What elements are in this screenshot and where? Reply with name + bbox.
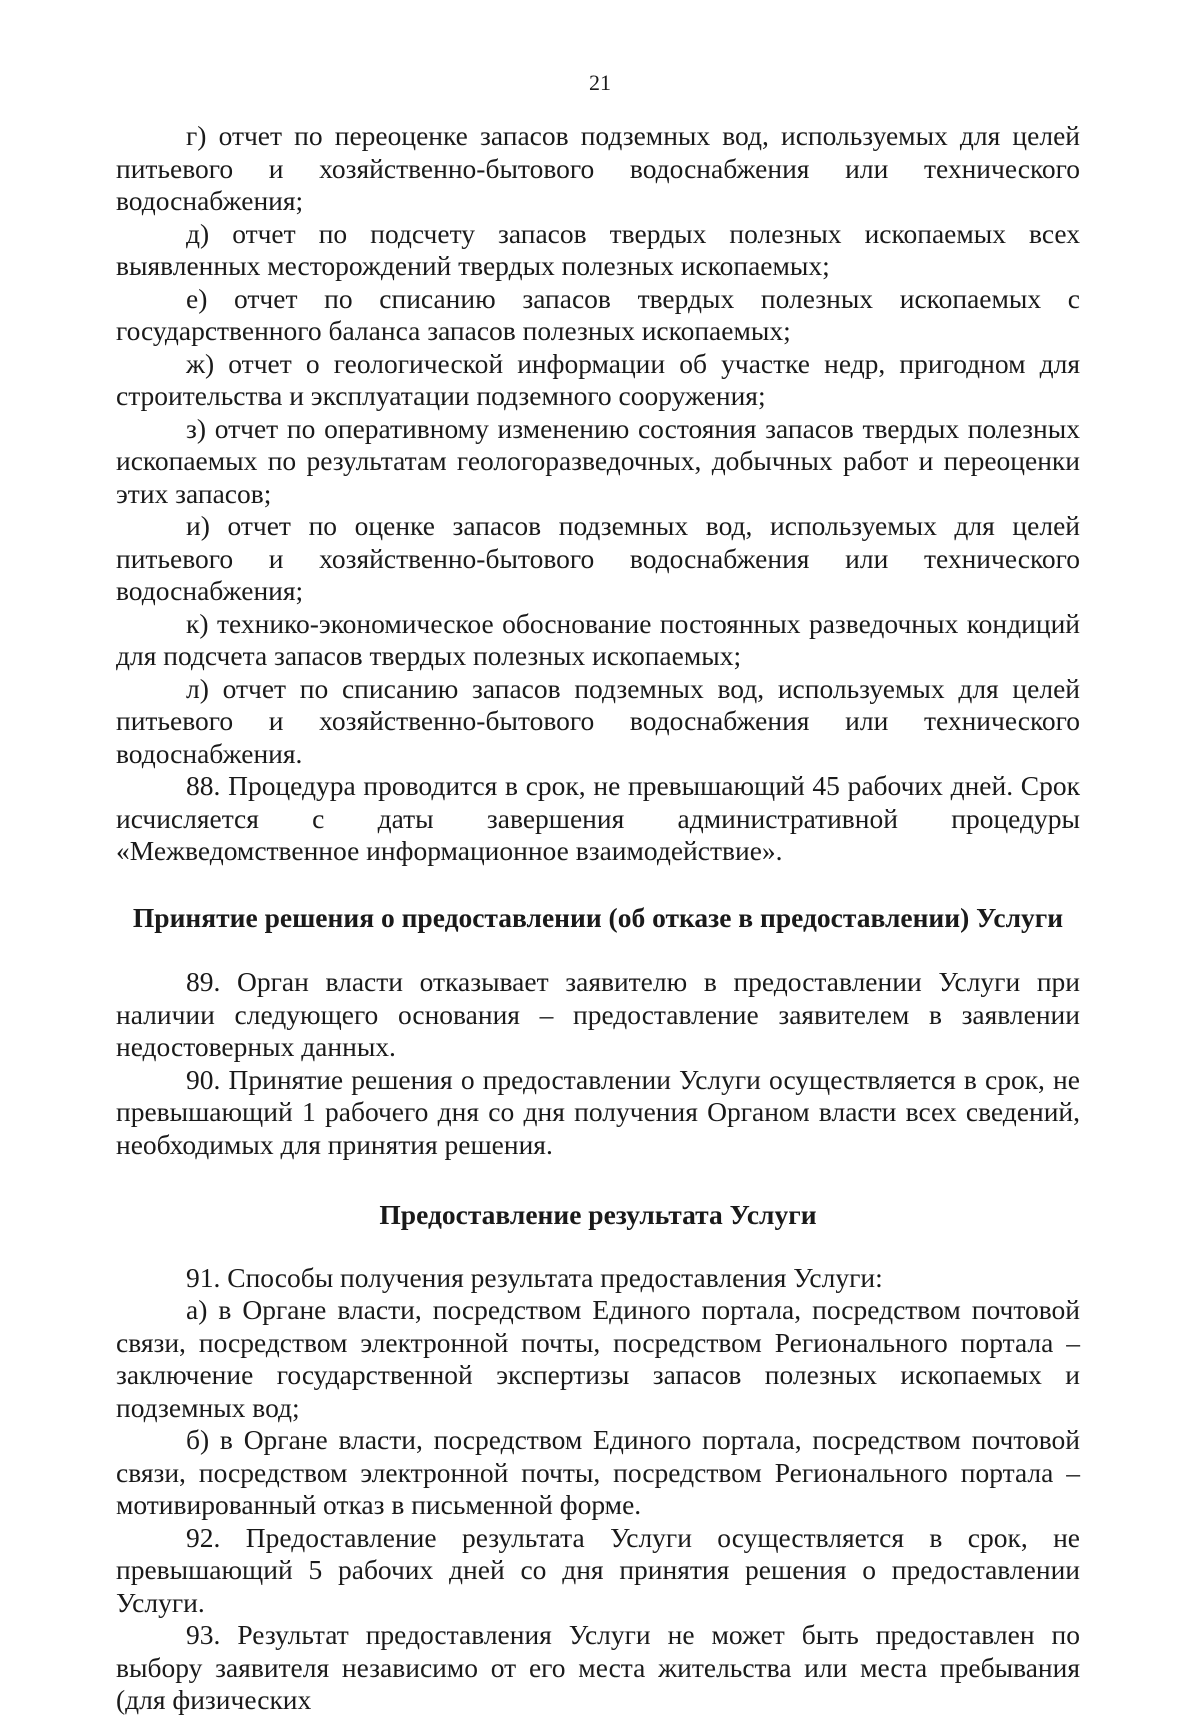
paragraph-90: 90. Принятие решения о предоставлении Услуги осуществляется в срок, не превышающий 1 рабочего дня со дня получения Органом власти всех сведений, необходимых для принятия решения. [116,1063,1080,1160]
section-heading-result: Предоставление результата Услуги [379,1199,817,1230]
paragraph-88: 88. Процедура проводится в срок, не превышающий 45 рабочих дней. Срок исчисляется с даты завершения административной процедуры «Межведомственное информационное взаимодействие». [116,770,1080,866]
paragraph-zh: ж) отчет о геологической информации об участке недр, пригодном для строительства и эксплуатации подземного сооружения; [116,347,1080,411]
paragraph-l: л) отчет по списанию запасов подземных вод, используемых для целей питьевого и хозяйственно-бытового водоснабжения или технического водоснабжения. [116,672,1080,769]
paragraph-e: е) отчет по списанию запасов твердых полезных ископаемых с государственного баланса запасов полезных ископаемых; [116,282,1080,346]
paragraph-91b: б) в Органе власти, посредством Единого портала, посредством почтовой связи, посредством электронной почты, посредством Регионального портала – мотивированный отказ в письменной форме. [116,1424,1080,1520]
paragraph-i: и) отчет по оценке запасов подземных вод, используемых для целей питьевого и хозяйственно-бытового водоснабжения или технического водоснабжения; [116,510,1080,606]
document-body [116,120,1080,1717]
paragraph-89: 89. Орган власти отказывает заявителю в предоставлении Услуги при наличии следующего основания – предоставление заявителем в заявлении недостоверных данных. [116,966,1080,1062]
page-number: 21 [589,70,611,95]
paragraph-k: к) технико-экономическое обоснование постоянных разведочных кондиций для подсчета запасов твердых полезных ископаемых; [116,607,1080,671]
paragraph-91: 91. Способы получения результата предоставления Услуги: [186,1261,883,1293]
paragraph-g: г) отчет по переоценке запасов подземных вод, используемых для целей питьевого и хозяйственно-бытового водоснабжения или технического водоснабжения; [116,120,1080,216]
paragraph-93: 93. Результат предоставления Услуги не может быть предоставлен по выбору заявителя независимо от его места жительства или места пребывания (для физических [116,1619,1080,1715]
paragraph-91a: а) в Органе власти, посредством Единого портала, посредством почтовой связи, посредством электронной почты, посредством Регионального портала – заключение государственной экспертизы запасов полезных ископаемых и подземных вод; [116,1294,1080,1423]
section-heading-decision: Принятие решения о предоставлении (об отказе в предоставлении) Услуги [132,901,1064,933]
paragraph-z: з) отчет по оперативному изменению состояния запасов твердых полезных ископаемых по результатам геологоразведочных, добычных работ и переоценки этих запасов; [116,412,1080,509]
paragraph-92: 92. Предоставление результата Услуги осуществляется в срок, не превышающий 5 рабочих дней со дня принятия решения о предоставлении Услуги. [116,1521,1080,1618]
paragraph-d: д) отчет по подсчету запасов твердых полезных ископаемых всех выявленных месторождений твердых полезных ископаемых; [116,217,1080,281]
